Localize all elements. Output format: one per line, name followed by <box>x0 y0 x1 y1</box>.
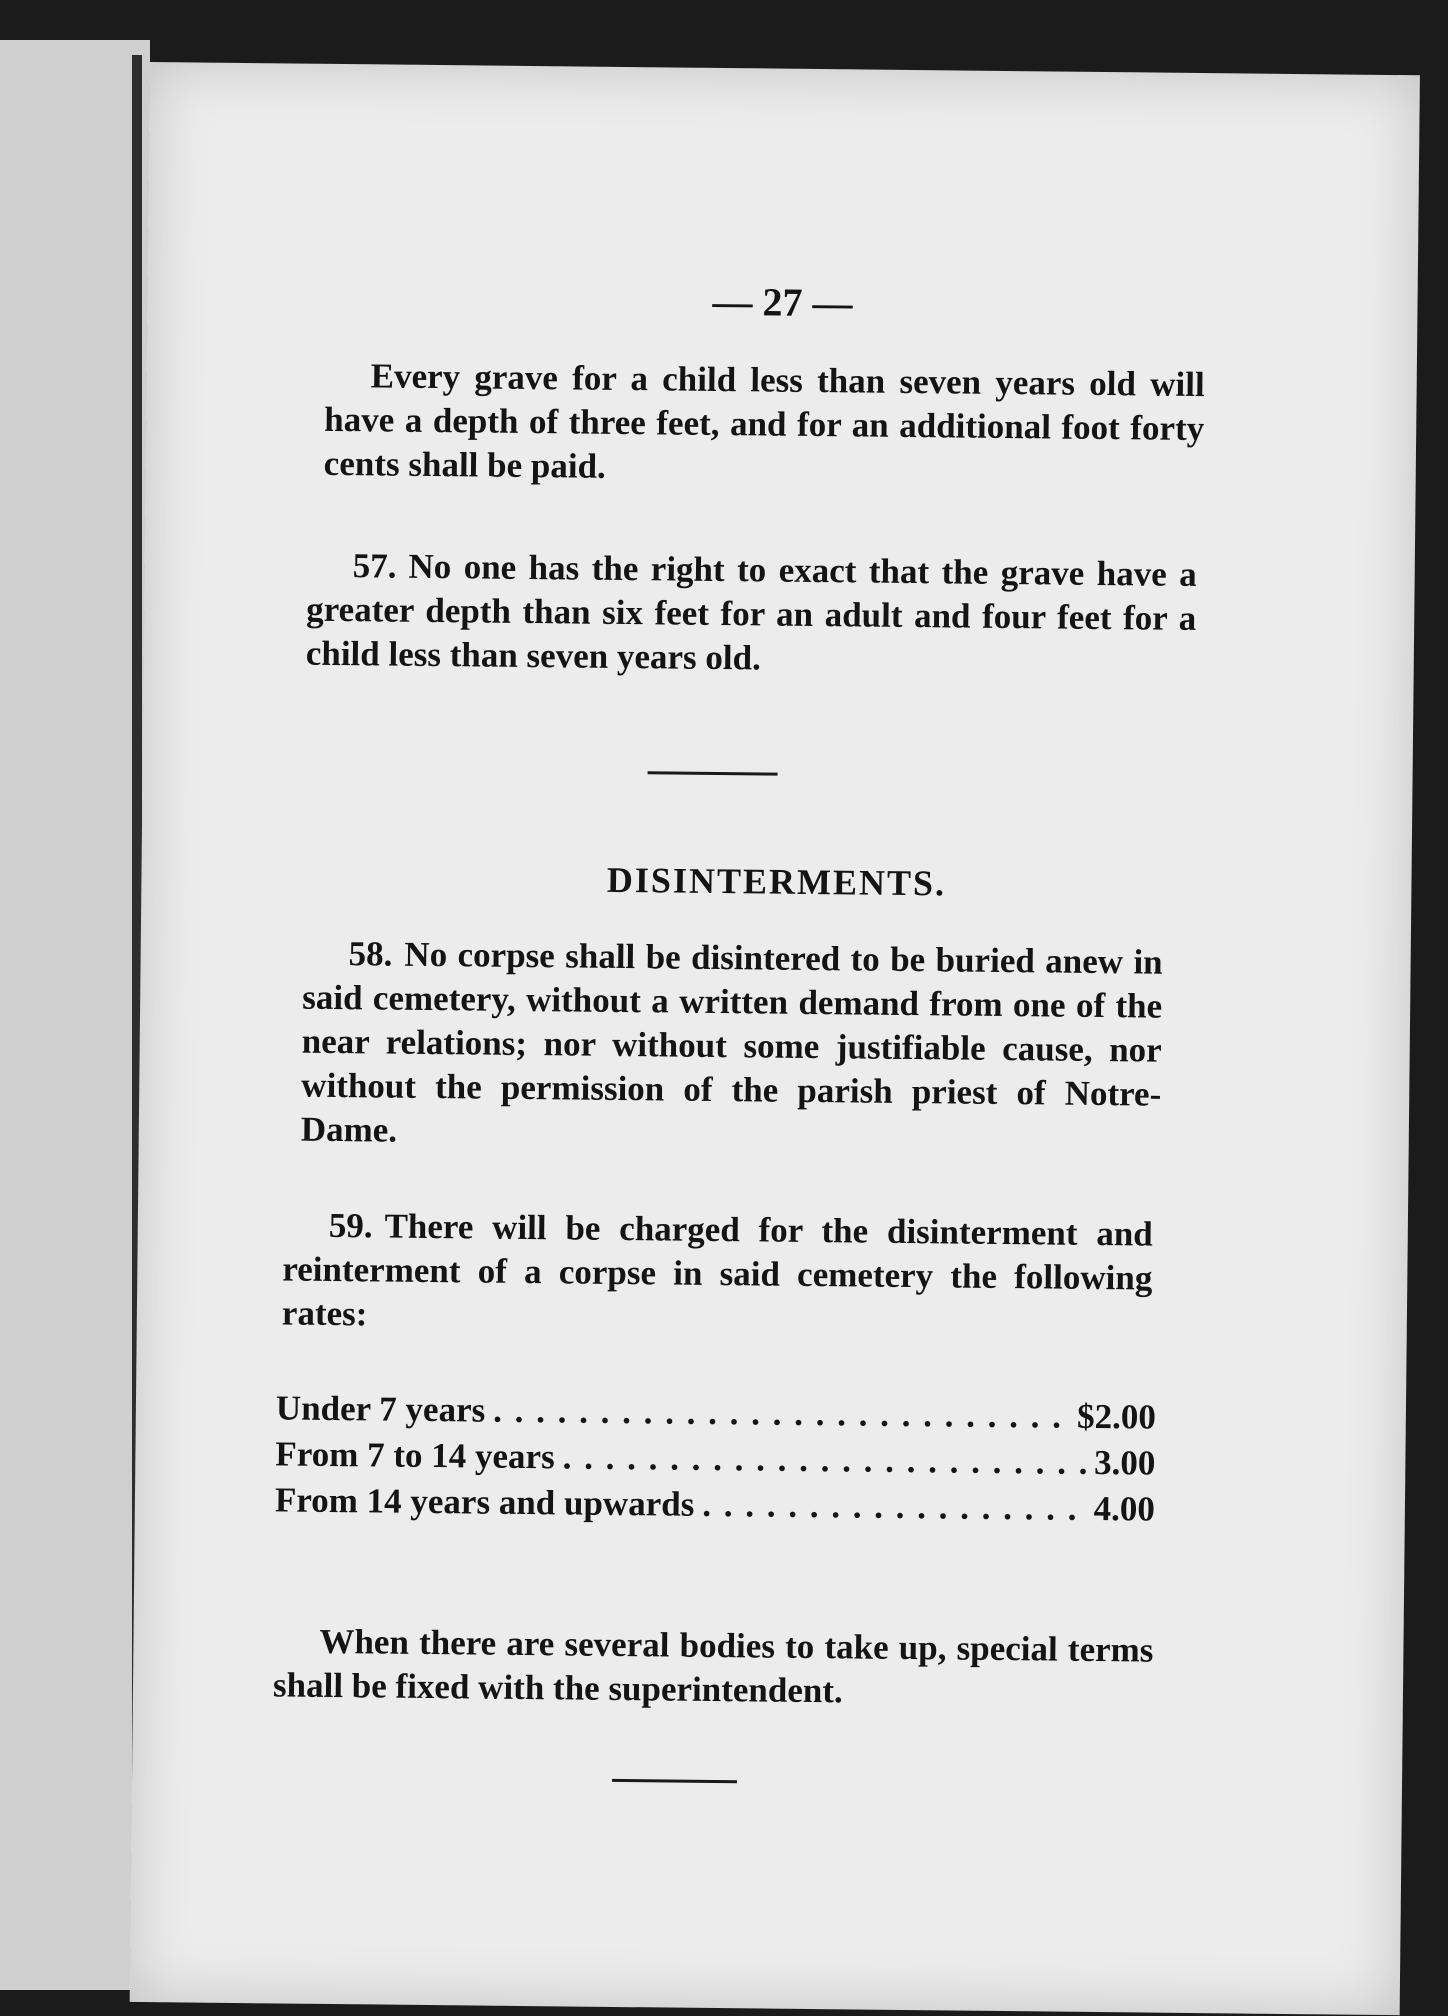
rate-label: Under 7 years <box>275 1388 486 1430</box>
article-58 <box>301 932 1163 1161</box>
rate-value: $2.00 <box>1076 1396 1157 1437</box>
rate-label: From 14 years and upwards <box>274 1480 695 1524</box>
special-terms-note: When there are several bodies to take up, special terms shall be fixed with the superintendent. <box>272 1621 1154 1711</box>
rate-row <box>275 1477 1155 1532</box>
article-59-text: There will be charged for the disinterment and reinterment of a corpse in said cemetery the following rates: <box>281 1206 1153 1334</box>
book-page <box>130 62 1420 2015</box>
page-number: — 27 — <box>712 278 853 326</box>
rates-table <box>275 1385 1156 1532</box>
article-57-text: No one has the right to exact that the grave have a greater depth than six feet for an adult and four feet for a child less than seven years old. <box>305 546 1197 678</box>
leader-dots <box>562 1434 1086 1485</box>
closing-divider <box>612 1779 737 1783</box>
leader-dots <box>493 1388 1069 1440</box>
article-57 <box>306 544 1197 685</box>
rate-label: From 7 to 14 years <box>275 1434 555 1477</box>
rate-value: 4.00 <box>1093 1488 1156 1529</box>
leader-dots <box>702 1482 1086 1532</box>
paragraph-continued: Every grave for a child less than seven years old will have a depth of three feet, and for an additional foot forty cents shall be paid. <box>323 356 1205 486</box>
article-58-text: No corpse shall be disintered to be buried anew in said cemetery, without a written demand from one of the near relations; nor without some justifiable cause, nor without the permission of the parish priest of Notre-Dame. <box>300 934 1163 1150</box>
section-heading: DISINTERMENTS. <box>606 859 947 904</box>
article-59 <box>282 1203 1153 1344</box>
left-page-margin <box>0 40 150 1990</box>
article-59-number: 59. <box>328 1205 373 1246</box>
section-divider <box>648 771 778 775</box>
article-57-number: 57. <box>352 546 397 586</box>
article-58-number: 58. <box>348 934 393 974</box>
rate-value: 3.00 <box>1093 1442 1156 1483</box>
